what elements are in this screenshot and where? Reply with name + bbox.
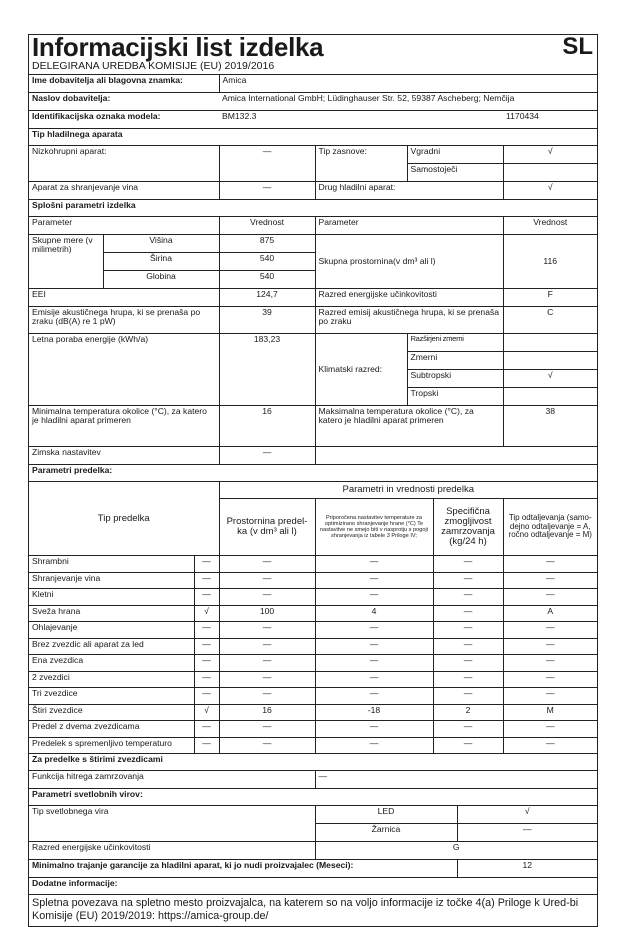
compartment-volume: — bbox=[219, 572, 315, 589]
fast-freeze-value: — bbox=[315, 771, 597, 789]
compartment-temperature: -18 bbox=[315, 704, 433, 721]
other-appliance-label: Drug hladilni aparat: bbox=[315, 182, 503, 200]
energy-class-label: Razred energijske učinkovitosti bbox=[315, 289, 503, 307]
compartment-freezing-capacity: — bbox=[433, 589, 503, 606]
general-parameters-table bbox=[29, 129, 597, 465]
compartment-name: Shrambni bbox=[29, 556, 194, 573]
compartment-volume: — bbox=[219, 737, 315, 754]
product-information-sheet bbox=[28, 34, 598, 927]
compartment-row bbox=[29, 572, 597, 589]
compartment-defrost-type: — bbox=[503, 622, 597, 639]
climate-temperate-label: Zmerni bbox=[407, 352, 503, 370]
light-type-label: Tip svetlobnega vira bbox=[29, 806, 315, 842]
supplier-address-row bbox=[29, 93, 597, 111]
width-label: Širina bbox=[103, 253, 219, 271]
model-value: BM132.3 bbox=[219, 111, 503, 129]
climate-subtropical-value: √ bbox=[503, 370, 597, 388]
compartment-row bbox=[29, 638, 597, 655]
compartment-name: Predelek s spremenljivo temperaturo bbox=[29, 737, 194, 754]
section-appliance-type: Tip hladilnega aparata bbox=[29, 129, 597, 146]
total-volume-label: Skupna prostornina(v dm³ ali l) bbox=[315, 235, 503, 289]
freestanding-value bbox=[503, 164, 597, 182]
compartments-table bbox=[29, 465, 597, 754]
compartment-name: 2 zvezdici bbox=[29, 671, 194, 688]
min-temp-label: Minimalna temperatura okolice (°C), za katero je hladilni aparat primeren bbox=[29, 406, 219, 447]
compartment-present: — bbox=[194, 589, 219, 606]
compartment-volume: — bbox=[219, 671, 315, 688]
section-four-star: Za predelke s štirimi zvezdicami bbox=[29, 754, 597, 771]
compartment-defrost-type: — bbox=[503, 572, 597, 589]
supplier-table bbox=[29, 75, 597, 129]
compartment-temperature: — bbox=[315, 572, 433, 589]
regulation-subtitle: DELEGIRANA UREDBA KOMISIJE (EU) 2019/2016 bbox=[32, 60, 275, 72]
compartment-present: — bbox=[194, 556, 219, 573]
freezing-capacity-header: Specifična zmogljivost zamrzovanja (kg/24 h) bbox=[433, 499, 503, 556]
compartment-defrost-type: — bbox=[503, 688, 597, 705]
language-code: SL bbox=[562, 33, 593, 60]
compartment-row bbox=[29, 671, 597, 688]
supplier-address-value: Amica International GmbH; Lüdinghauser Str. 52, 59387 Ascheberg; Nemčija bbox=[219, 93, 597, 111]
compartment-temperature: 4 bbox=[315, 605, 433, 622]
noise-emission-label: Emisije akustičnega hrupa, ki se prenaša po zraku (dB(A) re 1 pW) bbox=[29, 307, 219, 334]
compartment-volume: — bbox=[219, 638, 315, 655]
value-header-right: Vrednost bbox=[503, 217, 597, 235]
compartment-volume: — bbox=[219, 589, 315, 606]
compartment-volume: — bbox=[219, 556, 315, 573]
compartment-freezing-capacity: — bbox=[433, 655, 503, 672]
compartment-present: — bbox=[194, 737, 219, 754]
warranty-label: Minimalno trajanje garancije za hladilni aparat, ki jo nudi proizvajalec (Meseci): bbox=[29, 860, 457, 878]
compartment-row bbox=[29, 622, 597, 639]
compartment-temperature: — bbox=[315, 655, 433, 672]
compartment-freezing-capacity: — bbox=[433, 721, 503, 738]
compartment-present: — bbox=[194, 688, 219, 705]
compartment-row bbox=[29, 737, 597, 754]
supplier-address-label: Naslov dobavitelja: bbox=[29, 93, 219, 111]
wine-storage-value: — bbox=[219, 182, 315, 200]
width-value: 540 bbox=[219, 253, 315, 271]
low-noise-label: Nizkohrupni aparat: bbox=[29, 146, 219, 182]
compartment-present: — bbox=[194, 638, 219, 655]
wine-storage-label: Aparat za shranjevanje vina bbox=[29, 182, 219, 200]
bulb-value: — bbox=[457, 824, 597, 842]
max-temp-label: Maksimalna temperatura okolice (°C), za katero je hladilni aparat primeren bbox=[315, 406, 503, 447]
annual-energy-value: 183,23 bbox=[219, 334, 315, 406]
compartment-defrost-type: A bbox=[503, 605, 597, 622]
sheet-header bbox=[29, 32, 597, 75]
compartment-row bbox=[29, 589, 597, 606]
compartment-present: — bbox=[194, 622, 219, 639]
depth-label: Globina bbox=[103, 271, 219, 289]
compartment-row bbox=[29, 688, 597, 705]
compartment-defrost-type: — bbox=[503, 737, 597, 754]
compartment-freezing-capacity: — bbox=[433, 638, 503, 655]
compartment-temperature: — bbox=[315, 622, 433, 639]
winter-setting-value: — bbox=[219, 447, 315, 465]
climate-extended-temperate-label: Razširjeni zmerni bbox=[407, 334, 503, 352]
section-compartment-parameters: Parametri predelka: bbox=[29, 465, 597, 482]
eei-label: EEI bbox=[29, 289, 219, 307]
compartment-freezing-capacity: — bbox=[433, 671, 503, 688]
page-title: Informacijski list izdelka bbox=[32, 32, 324, 62]
compartment-name: Ena zvezdica bbox=[29, 655, 194, 672]
compartment-present: √ bbox=[194, 605, 219, 622]
compartment-row bbox=[29, 721, 597, 738]
model-label: Identifikacijska oznaka modela: bbox=[29, 111, 219, 129]
dimensions-label: Skupne mere (v milimetrih) bbox=[29, 235, 103, 289]
compartment-volume: 16 bbox=[219, 704, 315, 721]
compartment-volume-header: Prostornina predel-ka (v dm³ ali l) bbox=[219, 499, 315, 556]
compartment-temperature: — bbox=[315, 589, 433, 606]
noise-class-label: Razred emisij akustičnega hrupa, ki se prenaša po zraku bbox=[315, 307, 503, 334]
compartment-name: Ohlajevanje bbox=[29, 622, 194, 639]
compartment-temperature: — bbox=[315, 638, 433, 655]
other-appliance-value: √ bbox=[503, 182, 597, 200]
compartment-defrost-type: M bbox=[503, 704, 597, 721]
compartment-defrost-type: — bbox=[503, 589, 597, 606]
climate-subtropical-label: Subtropski bbox=[407, 370, 503, 388]
defrost-type-header: Tip odtaljevanja (samo-dejno odtaljevanje = A, ročno odtaljevanje = M) bbox=[503, 499, 597, 556]
compartment-name: Štiri zvezdice bbox=[29, 704, 194, 721]
compartment-type-header: Tip predelka bbox=[29, 482, 219, 556]
compartment-volume: — bbox=[219, 721, 315, 738]
compartment-name: Tri zvezdice bbox=[29, 688, 194, 705]
model-row bbox=[29, 111, 597, 129]
noise-emission-value: 39 bbox=[219, 307, 315, 334]
compartment-volume: 100 bbox=[219, 605, 315, 622]
model-code: 1170434 bbox=[503, 111, 597, 129]
compartment-freezing-capacity: 2 bbox=[433, 704, 503, 721]
manufacturer-website-info: Spletna povezava na spletno mesto proizvajalca, na katerem so na voljo informacije iz točke 4(a) Priloge k Ured-bi Komisije (EU) 2019/2019: https://amica-group.de/ bbox=[29, 895, 597, 926]
climate-tropical-label: Tropski bbox=[407, 388, 503, 406]
compartment-row bbox=[29, 556, 597, 573]
low-noise-value: — bbox=[219, 146, 315, 182]
compartment-defrost-type: — bbox=[503, 671, 597, 688]
compartment-defrost-type: — bbox=[503, 556, 597, 573]
light-energy-class-label: Razred energijske učinkovitosti bbox=[29, 842, 315, 860]
compartment-row bbox=[29, 655, 597, 672]
energy-class-value: F bbox=[503, 289, 597, 307]
compartment-temperature: — bbox=[315, 688, 433, 705]
compartment-name: Kletni bbox=[29, 589, 194, 606]
additional-table bbox=[29, 754, 597, 926]
compartment-row bbox=[29, 704, 597, 721]
winter-setting-label: Zimska nastavitev bbox=[29, 447, 219, 465]
compartment-defrost-type: — bbox=[503, 638, 597, 655]
noise-class-value: C bbox=[503, 307, 597, 334]
compartment-name: Shranjevanje vina bbox=[29, 572, 194, 589]
compartment-freezing-capacity: — bbox=[433, 605, 503, 622]
compartment-freezing-capacity: — bbox=[433, 688, 503, 705]
compartment-temperature: — bbox=[315, 737, 433, 754]
min-temp-value: 16 bbox=[219, 406, 315, 447]
compartment-volume: — bbox=[219, 622, 315, 639]
compartment-present: — bbox=[194, 721, 219, 738]
supplier-name-value: Amica bbox=[219, 75, 597, 93]
bulb-label: Žarnica bbox=[315, 824, 457, 842]
compartment-defrost-type: — bbox=[503, 655, 597, 672]
total-volume-value: 116 bbox=[503, 235, 597, 289]
built-in-label: Vgradni bbox=[407, 146, 503, 164]
design-type-label: Tip zasnove: bbox=[315, 146, 407, 182]
compartment-row bbox=[29, 605, 597, 622]
parameter-header-right: Parameter bbox=[315, 217, 503, 235]
compartment-volume: — bbox=[219, 688, 315, 705]
compartment-temperature: — bbox=[315, 721, 433, 738]
compartment-present: — bbox=[194, 655, 219, 672]
compartment-defrost-type: — bbox=[503, 721, 597, 738]
compartment-volume: — bbox=[219, 655, 315, 672]
light-energy-class-value: G bbox=[315, 842, 597, 860]
empty-cell bbox=[315, 447, 597, 465]
compartment-temperature: — bbox=[315, 671, 433, 688]
compartment-name: Sveža hrana bbox=[29, 605, 194, 622]
height-value: 875 bbox=[219, 235, 315, 253]
annual-energy-label: Letna poraba energije (kWh/a) bbox=[29, 334, 219, 406]
fast-freeze-label: Funkcija hitrega zamrzovanja bbox=[29, 771, 315, 789]
warranty-value: 12 bbox=[457, 860, 597, 878]
compartment-name: Brez zvezdic ali aparat za led bbox=[29, 638, 194, 655]
compartment-temperature-header: Priporočena nastavitev temperature za optimizirano shranjevanje hrane (°C) Te nastavitve ne smejo biti v nasprotju s pogoji shranjevanja iz tabele 3 Priloge IV; bbox=[315, 499, 433, 556]
depth-value: 540 bbox=[219, 271, 315, 289]
max-temp-value: 38 bbox=[503, 406, 597, 447]
section-light-source: Parametri svetlobnih virov: bbox=[29, 789, 597, 806]
built-in-value: √ bbox=[503, 146, 597, 164]
compartment-freezing-capacity: — bbox=[433, 556, 503, 573]
compartment-freezing-capacity: — bbox=[433, 572, 503, 589]
compartment-present: — bbox=[194, 572, 219, 589]
supplier-name-row bbox=[29, 75, 597, 93]
compartment-present: √ bbox=[194, 704, 219, 721]
compartment-values-header: Parametri in vrednosti predelka bbox=[219, 482, 597, 499]
section-general-parameters: Splošni parametri izdelka bbox=[29, 200, 597, 217]
freestanding-label: Samostoječi bbox=[407, 164, 503, 182]
compartment-present: — bbox=[194, 671, 219, 688]
compartment-temperature: — bbox=[315, 556, 433, 573]
climate-temperate-value bbox=[503, 352, 597, 370]
led-value: √ bbox=[457, 806, 597, 824]
compartment-freezing-capacity: — bbox=[433, 622, 503, 639]
compartment-freezing-capacity: — bbox=[433, 737, 503, 754]
climate-extended-temperate-value bbox=[503, 334, 597, 352]
parameter-header-left: Parameter bbox=[29, 217, 219, 235]
height-label: Višina bbox=[103, 235, 219, 253]
compartment-name: Predel z dvema zvezdicama bbox=[29, 721, 194, 738]
section-additional-info: Dodatne informacije: bbox=[29, 878, 597, 895]
value-header-left: Vrednost bbox=[219, 217, 315, 235]
climate-class-label: Klimatski razred: bbox=[315, 334, 407, 406]
supplier-name-label: Ime dobavitelja ali blagovna znamka: bbox=[29, 75, 219, 93]
led-label: LED bbox=[315, 806, 457, 824]
climate-tropical-value bbox=[503, 388, 597, 406]
eei-value: 124,7 bbox=[219, 289, 315, 307]
